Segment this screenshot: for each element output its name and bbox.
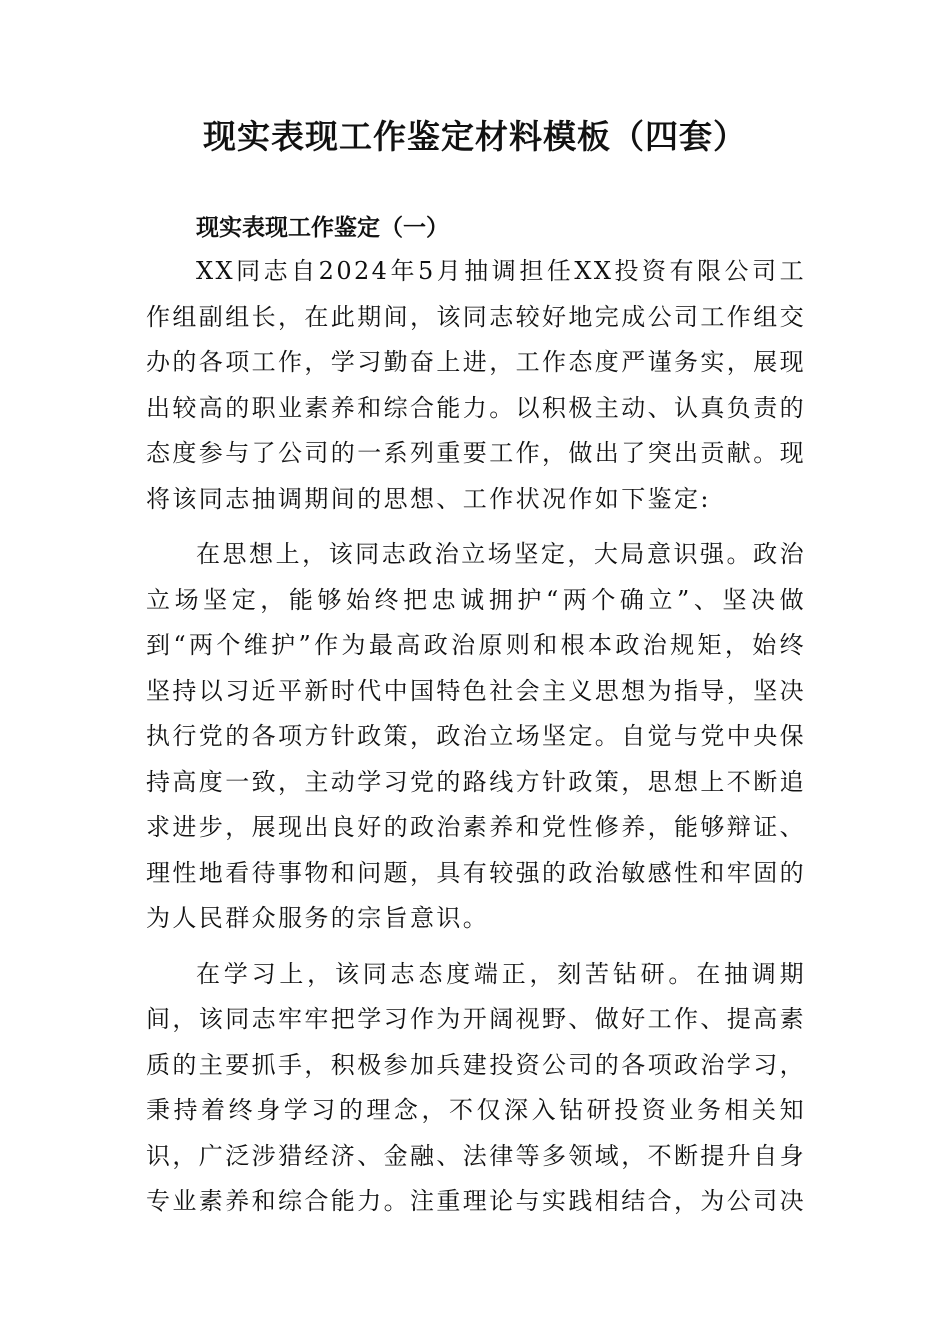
document-title: 现实表现工作鉴定材料模板（四套）: [203, 117, 747, 156]
paragraph-study: 在学习上，该同志态度端正，刻苦钻研。在抽调期间，该同志牢牢把学习作为开阔视野、做好工作、提高素质的主要抓手，积极参加兵建投资公司的各项政治学习，秉持着终身学习的理念，不仅深入钻研投资业务相关知识，广泛涉猎经济、金融、法律等多领域，不断提升自身专业素养和综合能力。注重理论与实践相结合，为公司决: [146, 959, 806, 1215]
document-body: [146, 249, 806, 1235]
section-heading: 现实表现工作鉴定（一）: [196, 215, 449, 241]
paragraph-ideology: 在思想上，该同志政治立场坚定，大局意识强。政治立场坚定，能够始终把忠诚拥护“两个确立”、坚决做到“两个维护”作为最高政治原则和根本政治规矩，始终坚持以习近平新时代中国特色社会主义思想为指导，坚决执行党的各项方针政策，政治立场坚定。自觉与党中央保持高度一致，主动学习党的路线方针政策，思想上不断追求进步，展现出良好的政治素养和党性修养，能够辩证、理性地看待事物和问题，具有较强的政治敏感性和牢固的为人民群众服务的宗旨意识。: [146, 540, 806, 932]
paragraph-intro: XX同志自2024年5月抽调担任XX投资有限公司工作组副组长，在此期间，该同志较好地完成公司工作组交办的各项工作，学习勤奋上进，工作态度严谨务实，展现出较高的职业素养和综合能力。以积极主动、认真负责的态度参与了公司的一系列重要工作，做出了突出贡献。现将该同志抽调期间的思想、工作状况作如下鉴定:: [146, 257, 806, 513]
